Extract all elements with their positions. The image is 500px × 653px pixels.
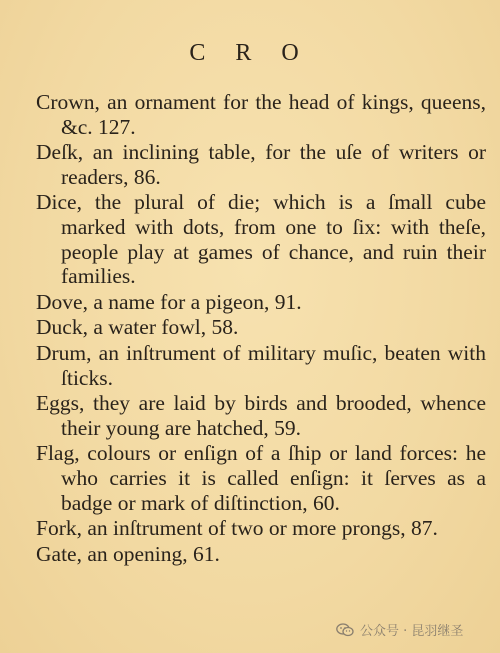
entry-dice: Dice, the plural of die; which is a ſmall cube marked with dots, from one to ſix: with theſe, people play at games of chance, and ruin their families.: [36, 190, 486, 289]
wechat-icon: [336, 623, 354, 637]
entry-dove: Dove, a name for a pigeon, 91.: [36, 289, 302, 314]
entry-fork: Fork, an inſtrument of two or more prongs, 87.: [36, 516, 438, 541]
entry-flag: Flag, colours or enſign of a ſhip or land forces: he who carries it is called enſign: it ſerves as a badge or mark of diſtinction, 60.: [36, 441, 486, 515]
entry-eggs: Eggs, they are laid by birds and brooded, whence their young are hatched, 59.: [36, 391, 486, 440]
entry-list: [36, 90, 486, 567]
watermark: [336, 620, 463, 639]
entry-desk: Deſk, an inclining table, for the uſe of writers or readers, 86.: [36, 140, 486, 189]
entry-crown: Crown, an ornament for the head of kings, queens, &c. 127.: [36, 90, 486, 139]
entry-gate: Gate, an opening, 61.: [36, 541, 220, 566]
entry-drum: Drum, an inſtrument of military muſic, beaten with ſticks.: [36, 340, 486, 390]
running-head: C R O: [189, 40, 311, 66]
entry-duck: Duck, a water fowl, 58.: [36, 315, 239, 340]
watermark-text: 公众号 · 昆羽继圣: [360, 624, 464, 639]
